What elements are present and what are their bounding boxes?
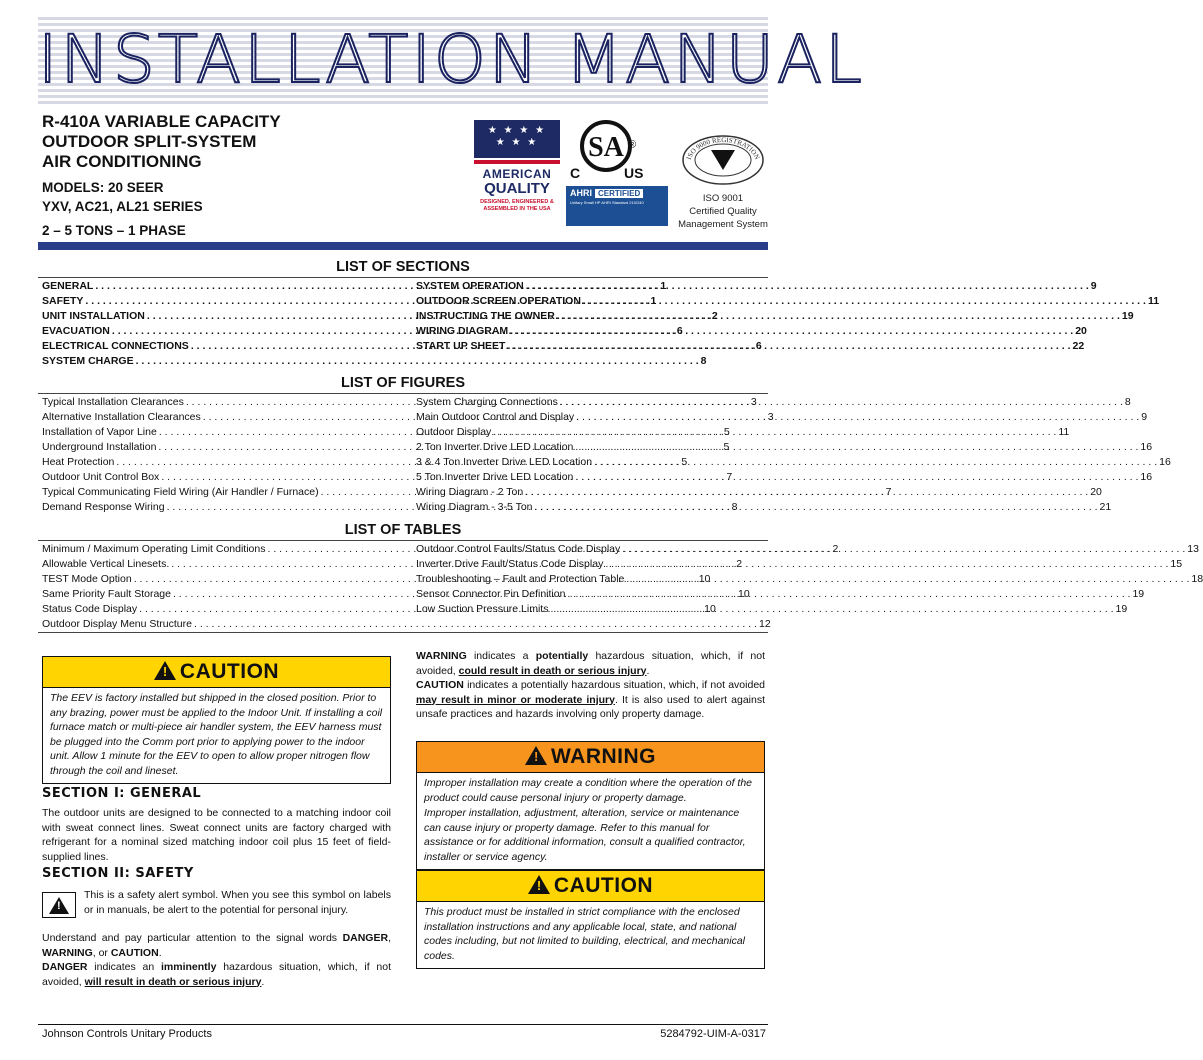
toc-entry[interactable] — [416, 410, 1148, 425]
header-rule — [38, 242, 768, 250]
caution-box-compliance — [416, 870, 765, 969]
toc-leader — [575, 470, 1138, 485]
caution-header: !CAUTION — [43, 657, 390, 688]
toc-page: 2 — [711, 310, 718, 322]
section-general-heading: SECTION I: GENERAL — [42, 786, 202, 801]
toc-label: Inverter Drive Fault/Status Code Display — [416, 558, 604, 570]
section-safety-heading: SECTION II: SAFETY — [42, 866, 194, 881]
ahri-certified-badge: AHRI CERTIFIED Unitary Small HP AHRI Standard 210/240 — [566, 186, 668, 226]
svg-text:SA: SA — [588, 132, 624, 163]
toc-label: EVACUATION — [42, 325, 110, 337]
product-title-line-3: AIR CONDITIONING — [42, 152, 202, 171]
toc-leader — [493, 425, 1056, 440]
toc-page: 7 — [726, 471, 733, 483]
toc-entry[interactable] — [416, 339, 1085, 354]
toc-entry[interactable] — [416, 395, 1131, 410]
toc-page: 11 — [1058, 426, 1070, 438]
divider — [38, 393, 768, 394]
toc-entry[interactable] — [416, 500, 1112, 515]
toc-entry[interactable] — [416, 279, 1097, 294]
caution-definition: CAUTION indicates a potentially hazardous situation, which, if not avoided may result in minor or moderate injury. It is also used to alert against unsafe practices and hazards involving only property damage. — [416, 679, 765, 720]
divider — [38, 632, 768, 633]
toc-page: 5 — [723, 441, 730, 453]
toc-leader — [525, 485, 1088, 500]
toc-leader — [557, 309, 1120, 324]
toc-page: 10 — [704, 603, 716, 615]
toc-page: 16 — [1140, 471, 1153, 483]
toc-label: SYSTEM CHARGE — [42, 355, 134, 367]
toc-entry[interactable] — [416, 470, 1153, 485]
warning-text-1: Improper installation may create a condition where the operation of the product could cause personal injury or property damage. — [424, 777, 753, 804]
toc-label: Wiring Diagram - 3-5 Ton — [416, 501, 533, 513]
toc-page: 19 — [1115, 603, 1128, 615]
toc-label: System Charging Connections — [416, 396, 558, 408]
warning-triangle-icon — [528, 875, 550, 894]
toc-leader — [576, 410, 1139, 425]
toc-page: 1 — [650, 295, 657, 307]
toc-page: 8 — [1124, 396, 1131, 408]
toc-page: 18 — [1191, 573, 1203, 585]
list-of-figures-heading: LIST OF FIGURES — [340, 375, 466, 391]
toc-page: 21 — [1099, 501, 1112, 513]
toc-label: Outdoor Unit Control Box — [42, 471, 160, 483]
caution-text: The EEV is factory installed but shipped in the closed position. Prior to any brazing, power must be applied to the Indoor Unit. If installing a coil furnace match or multi-piece air handler system, the EEV harness must be plugged into the Comm port prior to applying power to the indoor unit. Allow 1 minute for the EEV to open to allow proper nitrogen flow through the coil and lineset. — [50, 692, 383, 777]
toc-page: 9 — [1141, 411, 1148, 423]
toc-label: Typical Installation Clearances — [42, 396, 184, 408]
figures-list-right — [416, 395, 1171, 515]
toc-page: 20 — [1075, 325, 1087, 337]
warning-text-2: Improper installation, adjustment, alteration, service or maintenance can cause injury or property damage. Refer to this manual for assistance or for additional information, consult a qualified contractor, installer or service agency. — [424, 807, 746, 863]
product-header — [42, 112, 442, 238]
toc-leader — [507, 339, 1070, 354]
toc-label: 2 Ton Inverter Drive LED Location — [416, 441, 574, 453]
toc-entry[interactable] — [416, 425, 1070, 440]
warning-box — [416, 741, 765, 870]
toc-page: 10 — [738, 588, 750, 600]
toc-entry[interactable] — [416, 455, 1171, 470]
iso-seal-icon — [678, 134, 768, 186]
toc-entry[interactable] — [416, 294, 1160, 309]
svg-text:®: ® — [628, 139, 637, 151]
toc-page: 16 — [1159, 456, 1171, 468]
signal-words-paragraph: Understand and pay particular attention to the signal words DANGER, WARNING, or CAUTION. — [42, 932, 391, 959]
toc-entry[interactable] — [416, 572, 1203, 587]
manual-title: INSTALLATION MANUAL — [38, 21, 865, 98]
toc-label: 5 Ton Inverter Drive LED Location — [416, 471, 574, 483]
toc-entry[interactable] — [416, 324, 1087, 339]
toc-label: Outdoor Display — [416, 426, 492, 438]
toc-page: 5 — [723, 426, 730, 438]
models-line-1: MODELS: 20 SEER — [42, 180, 164, 195]
toc-entry[interactable] — [416, 587, 1145, 602]
toc-leader — [626, 572, 1189, 587]
toc-leader — [535, 500, 1098, 515]
toc-page: 8 — [700, 355, 707, 367]
toc-page: 8 — [731, 501, 738, 513]
product-title-line-2: OUTDOOR SPLIT-SYSTEM — [42, 132, 257, 151]
toc-page: 19 — [1132, 588, 1145, 600]
toc-page: 22 — [1072, 340, 1085, 352]
toc-label: Heat Protection — [42, 456, 115, 468]
toc-label: Demand Response Wiring — [42, 501, 165, 513]
toc-page: 2 — [832, 543, 839, 555]
toc-page: 15 — [1170, 558, 1183, 570]
safety-alert-icon — [42, 892, 76, 918]
toc-page: 12 — [759, 618, 771, 630]
toc-page: 3 — [750, 396, 757, 408]
product-title-line-1: R-410A VARIABLE CAPACITY — [42, 112, 281, 131]
toc-label: UNIT INSTALLATION — [42, 310, 145, 322]
toc-page: 6 — [676, 325, 683, 337]
footer-company: Johnson Controls Unitary Products — [42, 1028, 212, 1040]
toc-page: 3 — [767, 411, 774, 423]
toc-entry[interactable] — [416, 542, 1199, 557]
toc-page: 10 — [698, 573, 711, 585]
american-quality-logo: ★ ★ ★ ★ ★ ★ ★ AMERICAN QUALITY DESIGNED, ENGINEERED & ASSEMBLED IN THE USA — [474, 120, 560, 220]
toc-page: 20 — [1090, 486, 1102, 498]
warning-definition: WARNING indicates a potentially hazardous situation, which, if not avoided, could result in death or serious injury. — [416, 650, 765, 677]
list-of-tables-heading: LIST OF TABLES — [344, 522, 462, 538]
toc-leader — [583, 294, 1146, 309]
toc-entry[interactable] — [42, 617, 771, 632]
toc-label: START UP SHEET — [416, 340, 506, 352]
toc-page: 16 — [1140, 441, 1153, 453]
toc-page: 13 — [1187, 543, 1199, 555]
warning-triangle-icon — [154, 661, 176, 680]
toc-label: Outdoor Display Menu Structure — [42, 618, 192, 630]
toc-label: 3 & 4 Ton Inverter Drive LED Location — [416, 456, 593, 468]
models-line-2: YXV, AC21, AL21 SERIES — [42, 199, 203, 214]
iso-logo: ISO 9000 REGISTRATION ISO 9001 Certified Quality Management System — [678, 135, 768, 230]
divider — [38, 540, 768, 541]
toc-label: Allowable Vertical Linesets. — [42, 558, 170, 570]
toc-label: Sensor Connector Pin Definition — [416, 588, 566, 600]
divider — [38, 277, 768, 278]
toc-leader — [605, 557, 1168, 572]
title-banner — [38, 14, 865, 104]
tonnage: 2 – 5 TONS – 1 PHASE — [42, 223, 186, 238]
toc-entry[interactable] — [416, 485, 1102, 500]
toc-leader — [550, 602, 1113, 617]
toc-label: OUTDOOR SCREEN OPERATION — [416, 295, 581, 307]
toc-leader — [594, 455, 1157, 470]
toc-label: SYSTEM OPERATION — [416, 280, 524, 292]
toc-page: 19 — [1121, 310, 1134, 322]
toc-leader — [622, 542, 1185, 557]
toc-label: Main Outdoor Control and Display — [416, 411, 575, 423]
general-paragraph: The outdoor units are designed to be connected to a matching indoor coil with sweat connect lines. Sweat connect units are factory charged with refrigerant for a nominal sized matching indoor coil plus 15 feet of field-supplied lines. — [42, 807, 391, 863]
toc-label: WIRING DIAGRAM — [416, 325, 509, 337]
list-of-sections-heading: LIST OF SECTIONS — [336, 259, 470, 275]
toc-label: Alternative Installation Clearances — [42, 411, 201, 423]
svg-text:ISO 9000 REGISTRATION: ISO 9000 REGISTRATION — [684, 135, 762, 161]
toc-leader — [560, 395, 1123, 410]
sections-list-right — [416, 279, 1160, 354]
warning-triangle-icon — [525, 746, 547, 765]
toc-label: Underground Installation — [42, 441, 157, 453]
svg-text:C: C — [570, 165, 581, 181]
toc-label: Same Priority Fault Storage — [42, 588, 171, 600]
toc-leader — [510, 324, 1073, 339]
footer-rule — [38, 1024, 768, 1025]
toc-page: 7 — [885, 486, 892, 498]
toc-label: Low Suction Pressure Limits — [416, 603, 549, 615]
toc-leader — [526, 279, 1089, 294]
toc-label: TEST Mode Option — [42, 573, 132, 585]
caution-header: !CAUTION — [417, 871, 764, 902]
toc-leader — [567, 587, 1130, 602]
toc-entry[interactable] — [416, 557, 1183, 572]
toc-leader — [136, 354, 699, 369]
toc-label: GENERAL — [42, 280, 94, 292]
svg-text:US: US — [624, 165, 644, 181]
toc-page: 2 — [736, 558, 743, 570]
toc-entry[interactable] — [416, 309, 1134, 324]
toc-page: 9 — [1090, 280, 1097, 292]
toc-label: SAFETY — [42, 295, 84, 307]
toc-label: Installation of Vapor Line — [42, 426, 157, 438]
toc-label: Typical Communicating Field Wiring (Air Handler / Furnace) — [42, 486, 319, 498]
toc-entry[interactable] — [42, 354, 707, 369]
csa-mark-icon — [566, 116, 666, 186]
toc-label: Minimum / Maximum Operating Limit Conditions — [42, 543, 266, 555]
toc-label: Outdoor Control Faults/Status Code Display — [416, 543, 621, 555]
flag-icon: ★ ★ ★ ★ ★ ★ ★ — [474, 120, 560, 158]
toc-leader — [575, 440, 1138, 455]
caution-text: This product must be installed in strict compliance with the enclosed installation instructions and any applicable local, state, and national codes including, but not limited to building, electrical, and mechanical codes. — [424, 906, 746, 962]
csa-logo — [566, 116, 666, 186]
toc-page: 1 — [660, 280, 667, 292]
warning-header: !WARNING — [417, 742, 764, 773]
toc-entry[interactable] — [416, 602, 1128, 617]
toc-label: Wiring Diagram - 2 Ton — [416, 486, 524, 498]
toc-entry[interactable] — [416, 440, 1153, 455]
toc-label: Status Code Display — [42, 603, 138, 615]
caution-box-eev — [42, 656, 391, 784]
toc-page: 6 — [755, 340, 762, 352]
toc-label: Troubleshooting – Fault and Protection Table — [416, 573, 625, 585]
toc-page: 11 — [1147, 295, 1160, 307]
toc-leader — [194, 617, 757, 632]
toc-page: 5 — [681, 456, 688, 468]
toc-label: INSTRUCTING THE OWNER — [416, 310, 555, 322]
tables-list-right — [416, 542, 1203, 617]
danger-definition: DANGER indicates an imminently hazardous situation, which, if not avoided, will result in death or serious injury. — [42, 961, 391, 988]
safety-symbol-paragraph: This is a safety alert symbol. When you see this symbol on labels or in manuals, be alert to the potential for personal injury. — [84, 889, 391, 916]
footer-doc-number: 5284792-UIM-A-0317 — [660, 1028, 766, 1040]
toc-label: ELECTRICAL CONNECTIONS — [42, 340, 189, 352]
